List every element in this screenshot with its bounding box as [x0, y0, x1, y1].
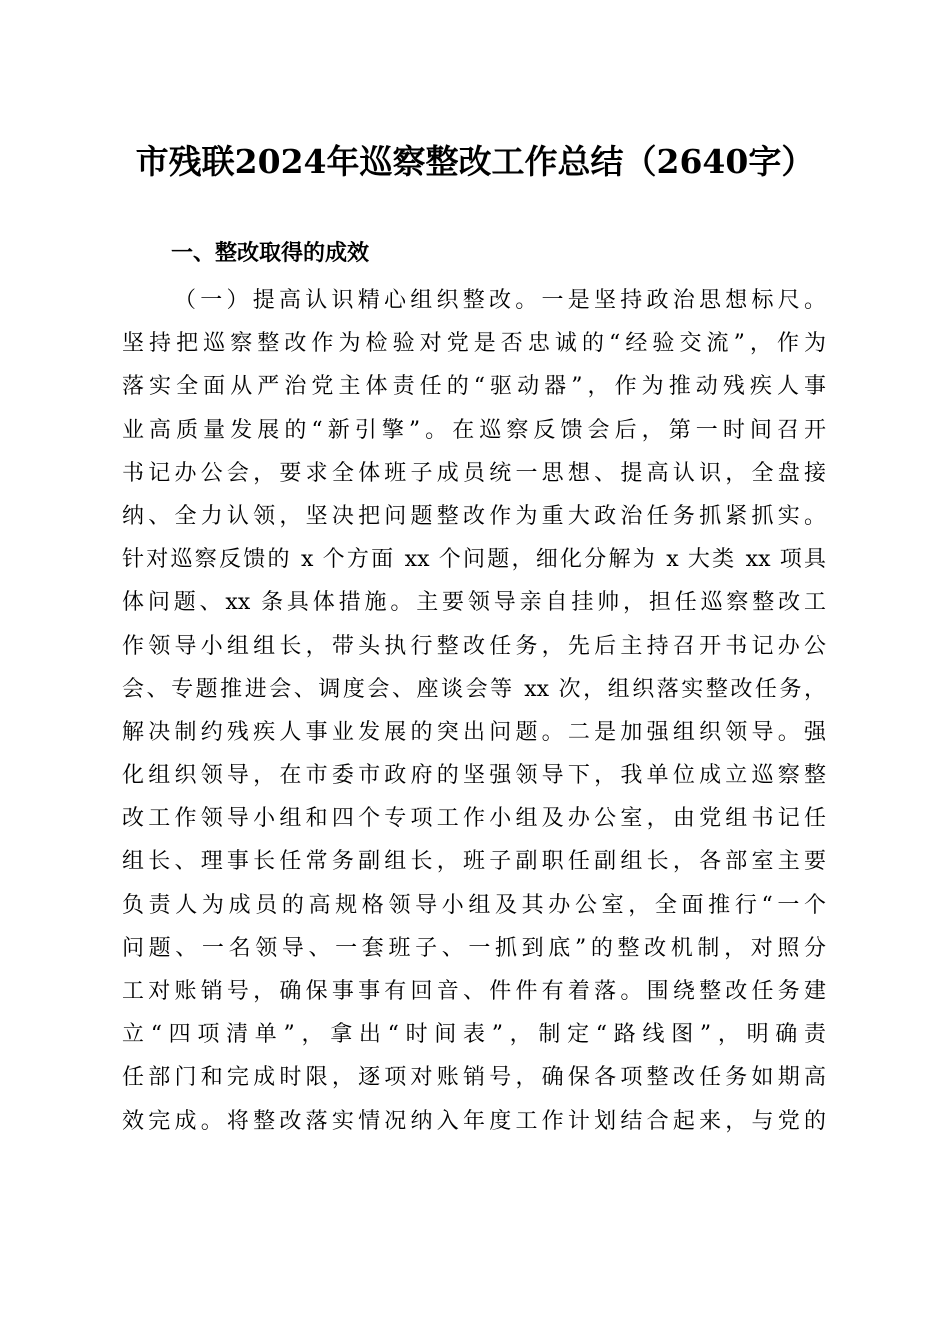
paragraph-line: 落实全面从严治党主体责任的“驱动器”，作为推动残疾人事	[122, 374, 826, 400]
section-heading: 一、整改取得的成效	[171, 241, 370, 266]
paragraph-line: 书记办公会，要求全体班子成员统一思想、提高认识，全盘接	[122, 460, 826, 486]
paragraph-line: 工对账销号，确保事事有回音、件件有着落。围绕整改任务建	[122, 979, 826, 1004]
paragraph-line: 问题、一名领导、一套班子、一抓到底”的整改机制，对照分	[122, 935, 826, 961]
paragraph-line: 坚持把巡察整改作为检验对党是否忠诚的“经验交流”，作为	[122, 331, 826, 357]
paragraph-line: 负责人为成员的高规格领导小组及其办公室，全面推行“一个	[122, 892, 826, 918]
paragraph-line: 化组织领导，在市委市政府的坚强领导下，我单位成立巡察整	[122, 763, 826, 789]
paragraph-line: （一）提高认识精心组织整改。一是坚持政治思想标尺。	[174, 288, 826, 313]
paragraph-line: 业高质量发展的“新引擎”。在巡察反馈会后，第一时间召开	[122, 417, 826, 443]
paragraph-line: 纳、全力认领，坚决把问题整改作为重大政治任务抓紧抓实。	[122, 503, 826, 529]
paragraph-line: 会、专题推进会、调度会、座谈会等 xx 次，组织落实整改任务，	[122, 676, 826, 702]
paragraph-line: 立“四项清单”，拿出“时间表”，制定“路线图”，明确责	[122, 1022, 826, 1048]
document-title: 市残联2024年巡察整改工作总结（2640字）	[135, 142, 815, 181]
paragraph-line: 作领导小组组长，带头执行整改任务，先后主持召开书记办公	[122, 633, 826, 659]
paragraph-line: 效完成。将整改落实情况纳入年度工作计划结合起来，与党的	[122, 1108, 826, 1134]
body-paragraph	[122, 279, 826, 1143]
paragraph-line: 改工作领导小组和四个专项工作小组及办公室，由党组书记任	[122, 806, 826, 832]
paragraph-line: 体问题、xx 条具体措施。主要领导亲自挂帅，担任巡察整改工	[122, 590, 826, 616]
paragraph-line: 解决制约残疾人事业发展的突出问题。二是加强组织领导。强	[122, 719, 826, 745]
paragraph-line: 针对巡察反馈的 x 个方面 xx 个问题，细化分解为 x 大类 xx 项具	[122, 547, 826, 573]
paragraph-line: 任部门和完成时限，逐项对账销号，确保各项整改任务如期高	[122, 1065, 826, 1091]
paragraph-line: 组长、理事长任常务副组长，班子副职任副组长，各部室主要	[122, 849, 826, 875]
